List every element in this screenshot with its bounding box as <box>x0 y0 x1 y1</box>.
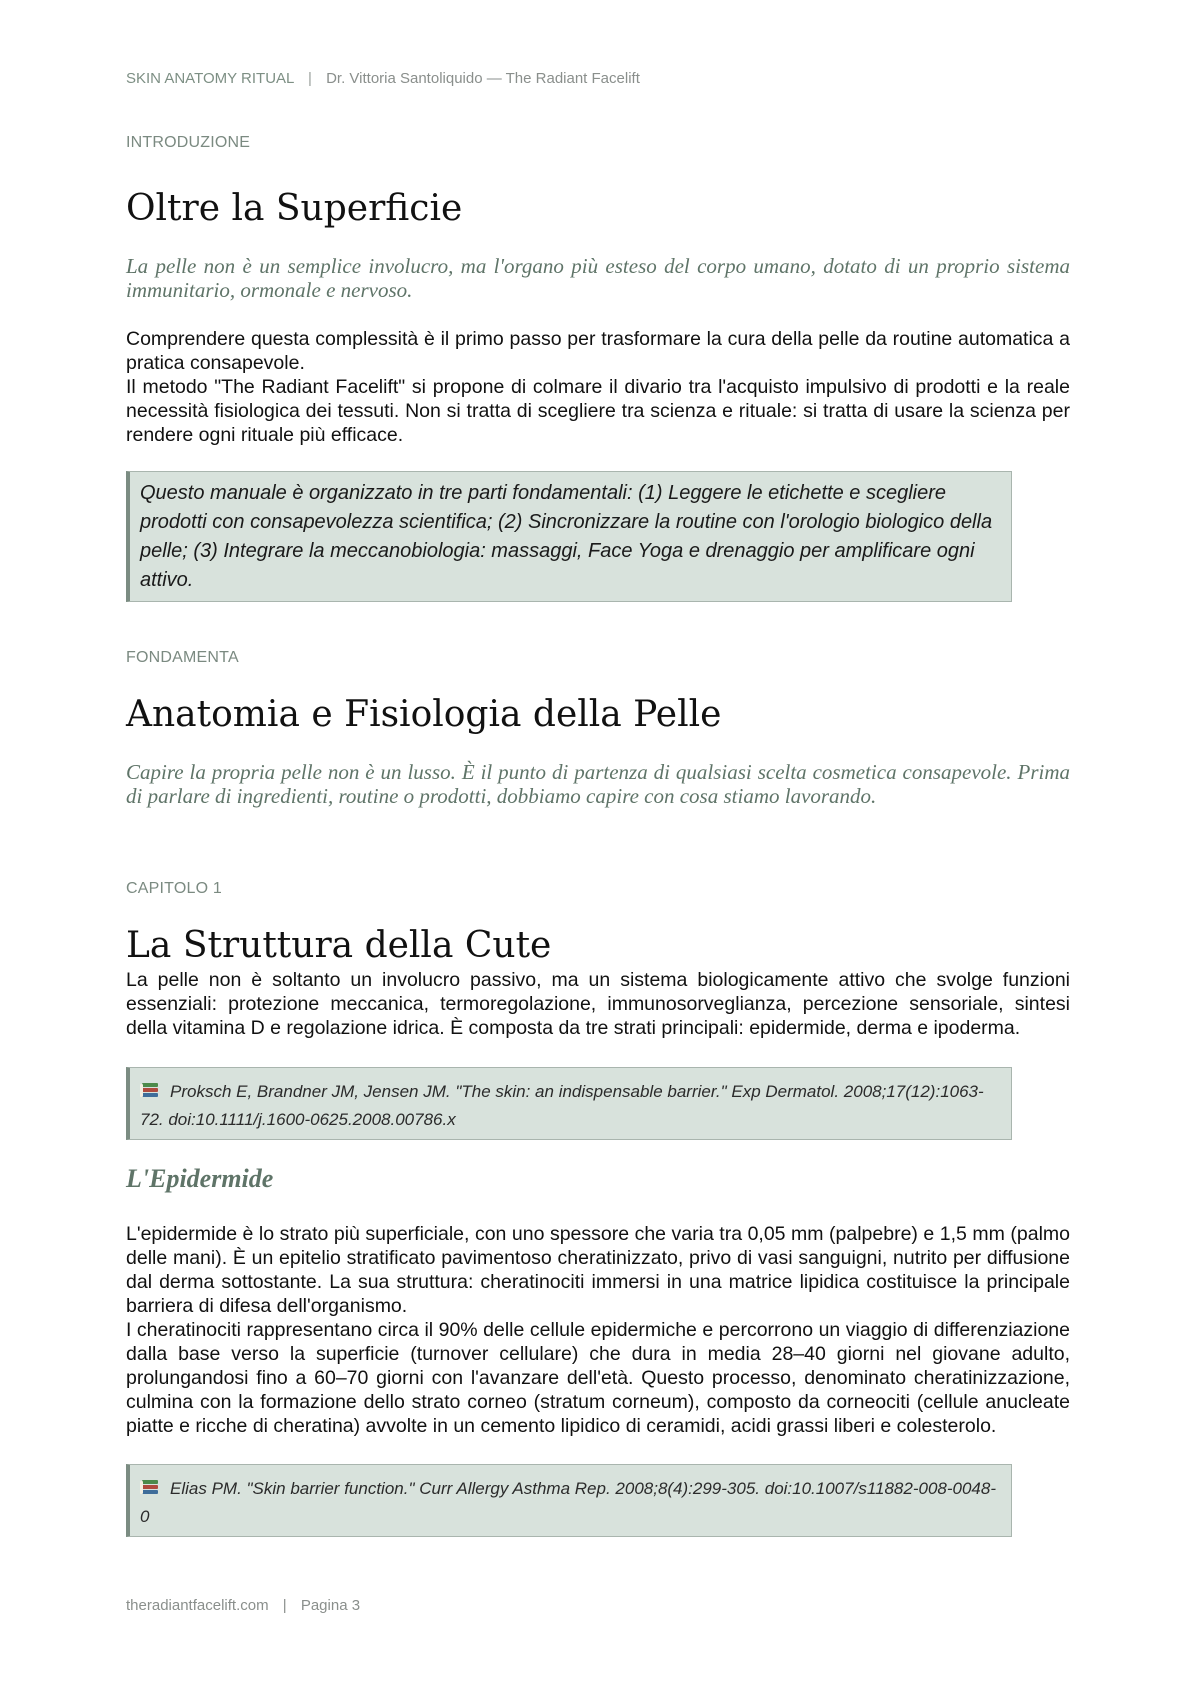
reference-box-1 <box>126 1067 1012 1140</box>
fondamenta-kicker: FONDAMENTA <box>126 649 239 666</box>
intro-lead: La pelle non è un semplice involucro, ma l'organo più esteso del corpo umano, dotato di un proprio sistema immunitario, ormonale e nervoso. <box>126 254 1070 302</box>
chapter-body <box>126 968 1070 1040</box>
reference-box-2 <box>126 1464 1012 1537</box>
header-author-book: Dr. Vittoria Santoliquido — The Radiant Facelift <box>326 70 640 87</box>
footer-page-number: Pagina 3 <box>300 1597 361 1614</box>
intro-body <box>126 327 1070 447</box>
intro-summary-callout <box>126 471 1012 602</box>
intro-paragraph-2: Il metodo "The Radiant Facelift" si propone di colmare il divario tra l'acquisto impulsivo di prodotti e la reale necessità fisiologica dei tessuti. Non si tratta di scegliere tra scienza e rituale: si tratta di usare la scienza per rendere ogni rituale più efficace. <box>126 376 1070 446</box>
books-icon <box>140 1083 160 1099</box>
reference-2-text: Elias PM. "Skin barrier function." Curr Allergy Asthma Rep. 2008;8(4):299-305. doi:10.1007/s11882-008-0048-0 <box>140 1479 996 1526</box>
chapter-paragraph: La pelle non è soltanto un involucro passivo, ma un sistema biologicamente attivo che svolge funzioni essenziali: protezione meccanica, termoregolazione, immunosorveglianza, percezione sensoriale, sintesi della vitamina D e regolazione idrica. È composta da tre strati principali: epidermide, derma e ipoderma. <box>126 969 1070 1039</box>
books-icon <box>140 1480 160 1496</box>
chapter-title: La Struttura della Cute <box>126 925 552 966</box>
footer-separator: | <box>282 1597 287 1614</box>
reference-1 <box>130 1068 1011 1139</box>
reference-1-text: Proksch E, Brandner JM, Jensen JM. "The skin: an indispensable barrier." Exp Dermatol. 2008;17(12):1063-72. doi:10.1111/j.1600-0625.2008.00786.x <box>140 1082 984 1129</box>
intro-title: Oltre la Superficie <box>126 188 463 229</box>
running-header <box>126 70 640 87</box>
epidermis-paragraph-2: I cheratinociti rappresentano circa il 90% delle cellule epidermiche e percorrono un viaggio di differenziazione dalla base verso la superficie (turnover cellulare) che dura in media 28–40 giorni nel giovane adulto, prolungandosi fino a 60–70 giorni con l'avanzare dell'età. Questo processo, denominato cheratinizzazione, culmina con la formazione dello strato corneo (stratum corneum), composto da corneociti (cellule anucleate piatte e ricche di cheratina) avvolte in un cemento lipidico di ceramidi, acidi grassi liberi e colesterolo. <box>126 1319 1070 1437</box>
footer-site-link[interactable]: theradiantfacelift.com <box>126 1597 269 1614</box>
intro-summary-text: Questo manuale è organizzato in tre parti fondamentali: (1) Leggere le etichette e scegliere prodotti con consapevolezza scientifica; (2) Sincronizzare la routine con l'orologio biologico della pelle; (3) Integrare la meccanobiologia: massaggi, Face Yoga e drenaggio per amplificare ogni attivo. <box>140 482 993 591</box>
chapter-kicker: CAPITOLO 1 <box>126 880 222 897</box>
header-series-title: SKIN ANATOMY RITUAL <box>126 70 294 87</box>
fondamenta-title: Anatomia e Fisiologia della Pelle <box>126 694 722 735</box>
epidermis-paragraph-1: L'epidermide è lo strato più superficiale, con uno spessore che varia tra 0,05 mm (palpebre) e 1,5 mm (palmo delle mani). È un epitelio stratificato pavimentoso cheratinizzato, privo di vasi sanguigni, nutrito per diffusione dal derma sottostante. La sua struttura: cheratinociti immersi in una matrice lipidica costituisce la principale barriera di difesa dell'organismo. <box>126 1223 1070 1317</box>
intro-paragraph-1: Comprendere questa complessità è il primo passo per trasformare la cura della pelle da routine automatica a pratica consapevole. <box>126 328 1070 374</box>
intro-kicker: INTRODUZIONE <box>126 134 251 151</box>
running-footer <box>126 1597 360 1614</box>
epidermis-body <box>126 1222 1070 1438</box>
reference-2 <box>130 1465 1011 1536</box>
header-separator: | <box>308 70 312 87</box>
epidermis-subheading: L'Epidermide <box>126 1164 274 1193</box>
fondamenta-lead: Capire la propria pelle non è un lusso. È il punto di partenza di qualsiasi scelta cosmetica consapevole. Prima di parlare di ingredienti, routine o prodotti, dobbiamo capire con cosa stiamo lavorando. <box>126 760 1070 808</box>
